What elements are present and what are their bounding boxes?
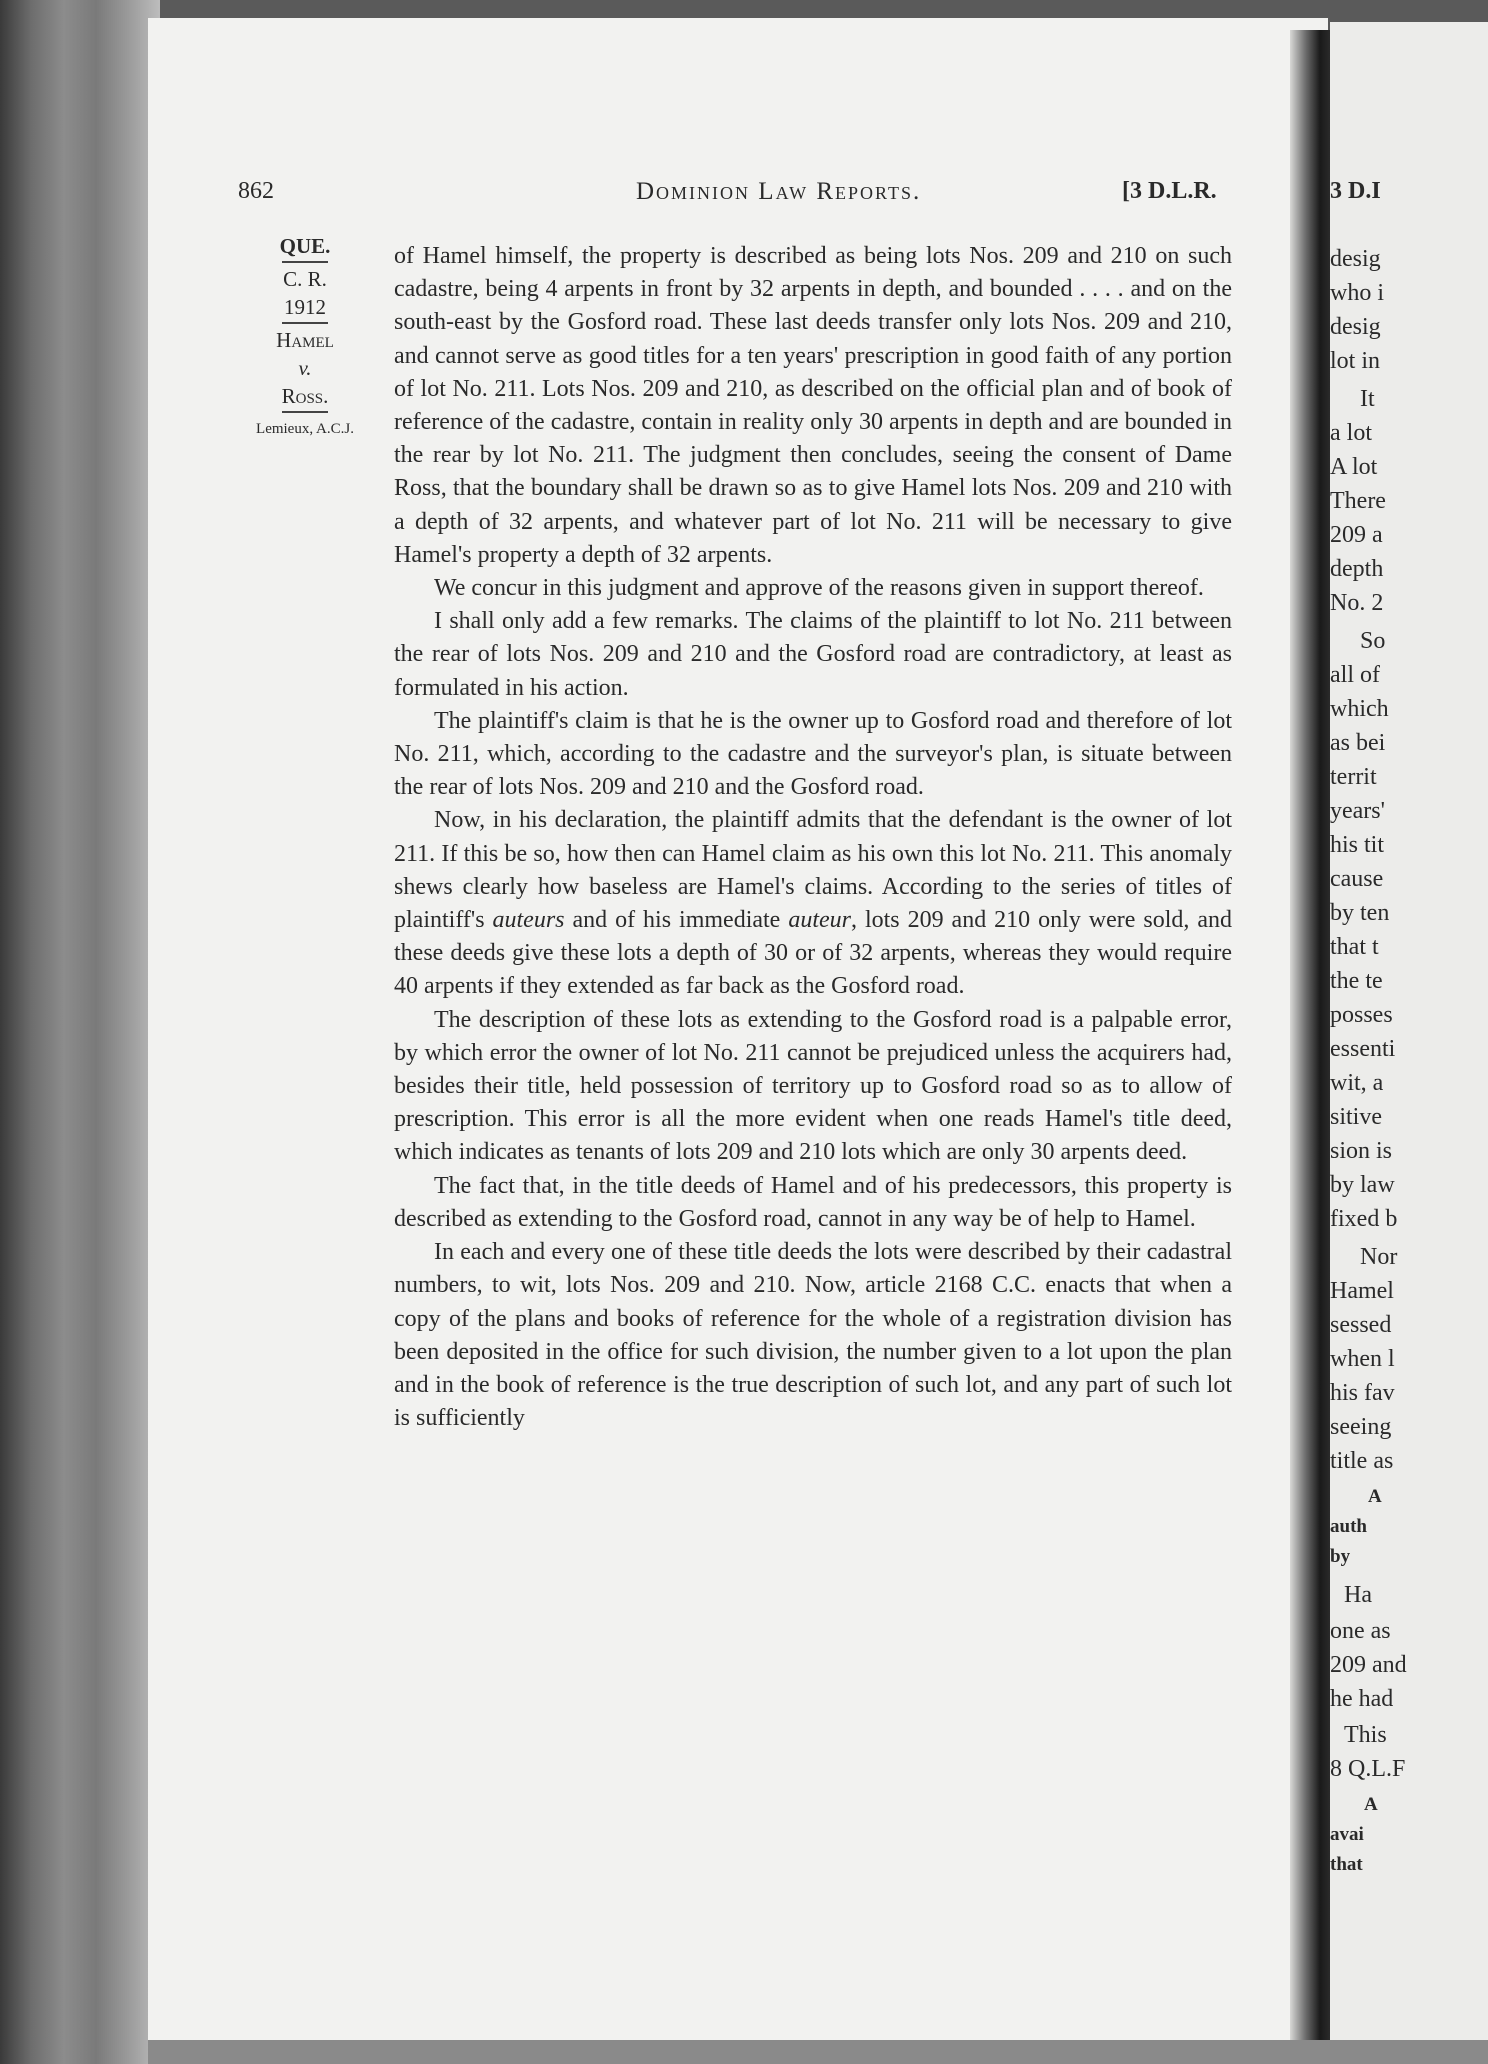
right-page-line: It — [1360, 386, 1375, 412]
right-page-line: desig — [1330, 314, 1381, 340]
right-page-line: Hamel — [1330, 1278, 1394, 1304]
paragraph-8: In each and every one of these title deeds the lots were described by their cadastral numbers, to wit, lots Nos. 209 and 210. Now, article 2168 C.C. enacts that when a copy of the plans and books of reference for the whole of a registration division has been deposited in the office for such division, the number given to a lot upon the plan and in the book of reference is the true description of such lot, and any part of such lot is sufficiently — [394, 1239, 1232, 1432]
volume-reference: [3 D.L.R. — [1122, 178, 1217, 204]
paragraph-2: We concur in this judgment and approve of the reasons given in support thereof. — [434, 575, 1204, 602]
right-page-line: years' — [1330, 798, 1385, 824]
paragraph-5-part-b: and of his immediate — [564, 907, 789, 934]
right-page-line: his fav — [1330, 1380, 1395, 1406]
paragraph-4: The plaintiff's claim is that he is the owner up to Gosford road and therefore of lot No. 211, which, according to the cadastre and the surveyor's plan, is situate between the rear of lots Nos. 209 and 210 and the Gosford road. — [394, 707, 1232, 801]
right-page-line: sitive — [1330, 1104, 1382, 1130]
margin-notes — [230, 232, 380, 443]
margin-court: C. R. — [283, 267, 327, 291]
margin-party-1: Hamel — [276, 328, 334, 352]
margin-year: 1912 — [284, 295, 326, 319]
right-page — [1330, 22, 1488, 2042]
right-page-line: No. 2 — [1330, 590, 1384, 616]
right-page-line: lot in — [1330, 348, 1381, 374]
right-page-line: desig — [1330, 246, 1381, 272]
right-page-line: all of — [1330, 662, 1380, 688]
right-page-line: 8 Q.L.F — [1330, 1756, 1406, 1782]
running-title: Dominion Law Reports. — [636, 178, 922, 205]
margin-judge: Lemieux, A.C.J. — [256, 421, 354, 437]
right-page-line: by ten — [1330, 900, 1390, 926]
right-page-line: auth — [1330, 1516, 1367, 1537]
right-page-line: depth — [1330, 556, 1384, 582]
right-page-line: 209 a — [1330, 522, 1383, 548]
paragraph-3: I shall only add a few remarks. The claims of the plaintiff to lot No. 211 between the rear of lots Nos. 209 and 210 and the Gosford road are contradictory, at least as formulated in his action. — [394, 608, 1232, 701]
right-page-line: a lot — [1330, 420, 1372, 446]
right-page-line: A — [1368, 1486, 1382, 1507]
right-page-line: that — [1330, 1854, 1363, 1875]
right-page-line: This — [1344, 1722, 1387, 1748]
book-page-edge — [0, 0, 160, 2064]
right-page-line: sessed — [1330, 1312, 1392, 1338]
margin-rule — [282, 322, 328, 324]
right-page-line: he had — [1330, 1686, 1394, 1712]
paragraph-5-part-a: Now, in his declaration, the plaintiff admits that the defendant is the owner of lot 211. If this be so, how then can Hamel claim as his own this lot No. 211. This anomaly shews clearly how baseless are Hamel's claims. According to the series of titles of plaintiff's — [394, 807, 1232, 934]
body-text — [394, 240, 1232, 1435]
right-page-line: 3 D.I — [1330, 178, 1381, 204]
right-page-line: the te — [1330, 968, 1383, 994]
right-page-line: 209 and — [1330, 1652, 1407, 1678]
paragraph-7: The fact that, in the title deeds of Hamel and of his predecessors, this property is described as extending to the Gosford road, cannot in any way be of help to Hamel. — [394, 1172, 1232, 1232]
auteur-italic: auteur — [788, 907, 851, 934]
right-page-line: his tit — [1330, 832, 1385, 858]
right-page-line: when l — [1330, 1346, 1395, 1372]
book-gutter — [1290, 30, 1330, 2040]
paragraph-1: of Hamel himself, the property is described as being lots Nos. 209 and 210 on such cadastre, being 4 arpents in front by 32 arpents in depth, and bounded . . . . and on the south-east by the Gosford road. These last deeds transfer only lots Nos. 209 and 210, and cannot serve as good titles for a ten years' prescription in good faith of any portion of lot No. 211. Lots Nos. 209 and 210, as described on the official plan and of book of reference of the cadastre, contain in reality only 30 arpents in depth and are bounded in the rear by lot No. 211. The judgment then concludes, seeing the consent of Dame Ross, that the boundary shall be drawn so as to give Hamel lots Nos. 209 and 210 with a depth of 32 arpents, and whatever part of lot No. 211 will be necessary to give Hamel's property a depth of 32 arpents. — [394, 243, 1232, 568]
right-page-line: one as — [1330, 1618, 1391, 1644]
auteurs-italic: auteurs — [492, 907, 565, 934]
right-page-line: territ — [1330, 764, 1377, 790]
margin-versus: v. — [298, 356, 312, 380]
paragraph-5-part-c: , lots 209 and 210 only were sold, and these deeds give these lots a depth of 30 or of 32 arpents, whereas they would require 40 arpents if they extended as far back as the Gosford road. — [394, 907, 1233, 1000]
right-page-line: A lot — [1330, 454, 1378, 480]
right-page-line: avai — [1330, 1824, 1364, 1845]
right-page-line: cause — [1330, 866, 1384, 892]
page-number: 862 — [238, 178, 274, 204]
right-page-line: that t — [1330, 934, 1379, 960]
paragraph-6: The description of these lots as extending to the Gosford road is a palpable error, by which error the owner of lot No. 211 cannot be prejudiced unless the acquirers had, besides their title, held possession of territory up to Gosford road so as to allow of prescription. This error is all the more evident when one reads Hamel's title deed, which indicates as tenants of lots 209 and 210 lots which are only 30 arpents deed. — [394, 1006, 1232, 1166]
right-page-line: by — [1330, 1546, 1351, 1567]
right-page-line: which — [1330, 696, 1389, 722]
right-page-line: sion is — [1330, 1138, 1393, 1164]
right-page-line: title as — [1330, 1448, 1394, 1474]
right-page-line: seeing — [1330, 1414, 1392, 1440]
right-page-line: who i — [1330, 280, 1384, 306]
margin-party-2: Ross. — [281, 384, 329, 408]
right-page-line: Nor — [1360, 1244, 1398, 1270]
right-page-line: by law — [1330, 1172, 1395, 1198]
right-page-line: A — [1364, 1794, 1378, 1815]
right-page-line: fixed b — [1330, 1206, 1398, 1232]
margin-rule — [282, 261, 328, 263]
right-page-line: There — [1330, 488, 1386, 514]
right-page-line: Ha — [1344, 1582, 1372, 1608]
right-page-line: wit, a — [1330, 1070, 1384, 1096]
paragraph-5 — [394, 804, 1232, 1003]
right-page-line: So — [1360, 628, 1386, 654]
margin-rule — [282, 411, 328, 413]
bottom-shadow — [148, 2040, 1488, 2064]
margin-province: QUE. — [279, 234, 331, 258]
right-page-line: as bei — [1330, 730, 1386, 756]
right-page-line: posses — [1330, 1002, 1393, 1028]
right-page-line: essenti — [1330, 1036, 1396, 1062]
